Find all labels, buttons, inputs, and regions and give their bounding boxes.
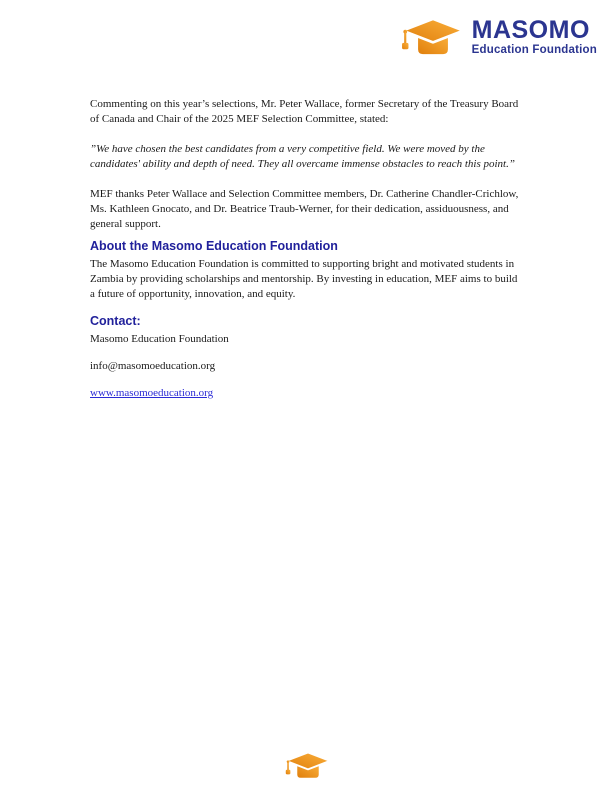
contact-website-line xyxy=(90,386,524,401)
about-heading: About the Masomo Education Foundation xyxy=(90,239,338,253)
website-link[interactable]: www.masomoeducation.org xyxy=(90,387,214,399)
contact-heading: Contact: xyxy=(90,314,141,328)
masomo-logo xyxy=(401,17,597,57)
contact-org: Masomo Education Foundation xyxy=(90,333,229,345)
quote-paragraph: ”We have chosen the best candidates from a very competitive field. We were moved by the candidates' ability and depth of need. They all overcame immense obstacles to reach this point.” xyxy=(90,143,515,170)
thanks-paragraph: MEF thanks Peter Wallace and Selection Committee members, Dr. Catherine Chandler-Crichlow, Ms. Kathleen Gnocato, and Dr. Beatrice Traub-Werner, for their dedication, assiduousness, and general support. xyxy=(90,188,519,230)
contact-email: info@masomoeducation.org xyxy=(90,360,216,372)
logo-wordmark: MASOMO xyxy=(471,15,590,44)
intro-paragraph: Commenting on this year’s selections, Mr. Peter Wallace, former Secretary of the Treasury Board of Canada and Chair of the 2025 MEF Selection Committee, stated: xyxy=(90,98,519,125)
document-body xyxy=(90,97,524,413)
about-paragraph: The Masomo Education Foundation is committed to supporting bright and motivated students in Zambia by providing scholarships and mentorship. By investing in education, MEF aims to build a future of opportunity, innovation, and equity. xyxy=(90,258,518,300)
logo-text xyxy=(471,15,597,57)
logo-subtitle: Education Foundation xyxy=(471,43,597,56)
graduation-cap-icon xyxy=(401,17,465,57)
footer-graduation-cap-icon xyxy=(285,751,331,780)
